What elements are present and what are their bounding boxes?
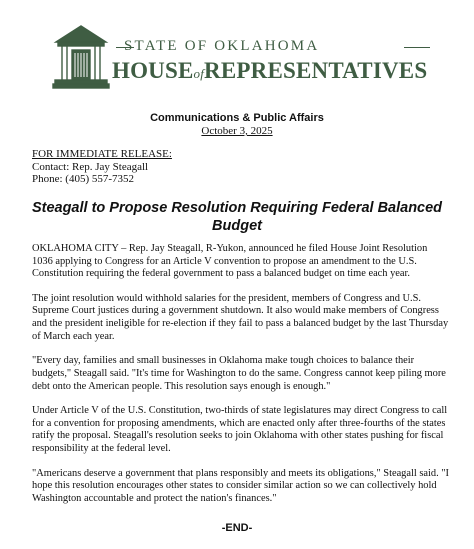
headline: Steagall to Propose Resolution Requiring Federal Balanced Budget: [31, 200, 443, 234]
letterhead-house-suffix: REPRESENTATIVES: [204, 58, 428, 83]
press-release-body: [32, 243, 450, 518]
release-info: [32, 148, 172, 186]
paragraph-3: "Every day, families and small businesses in Oklahoma make tough choices to balance their budgets," Steagall said. "It's time for Washington to do the same. Congress cannot keep piling more debt onto the American people. This resolution says enough is enough.": [32, 355, 446, 392]
letterhead-state-line: STATE OF OKLAHOMA: [124, 38, 320, 54]
letterhead-house-of: of: [193, 66, 205, 81]
phone-line: Phone: (405) 557-7352: [32, 173, 135, 185]
release-date: October 3, 2025: [201, 125, 273, 137]
letterhead: [50, 18, 430, 90]
release-label: FOR IMMEDIATE RELEASE:: [32, 148, 172, 160]
letterhead-house-prefix: HOUSE: [112, 58, 194, 83]
letterhead-rule-right: [404, 47, 430, 48]
paragraph-5: "Americans deserve a government that plans responsibly and meets its obligations," Steagall said. "I hope this resolution encourages other states to consider similar action so we can collectively hold Washington accountable and protect the nation's finances.": [32, 467, 449, 504]
end-marker: -END-: [221, 522, 253, 534]
paragraph-2: The joint resolution would withhold salaries for the president, members of Congress and U.S. Supreme Court justices during a government shutdown. It also would make members of Congress and the president ineligible for re-election if they fail to pass a balanced budget by the last Thursday of March each year.: [32, 292, 449, 342]
paragraph-4: Under Article V of the U.S. Constitution, two-thirds of state legislatures may direct Congress to call for a convention for proposing amendments, which are enacted only after three-fourths of the states ratify the proposal. Steagall's resolution seeks to join Oklahoma with other states pushing for fiscal responsibility at the federal level.: [32, 405, 448, 454]
letterhead-house-name: [112, 58, 442, 84]
paragraph-1: OKLAHOMA CITY – Rep. Jay Steagall, R-Yukon, announced he filed House Joint Resolution 1036 applying to Congress for an Article V convention to propose an amendment to the U.S. Constitution requiring the federal government to pass a balanced budget on time each year.: [32, 243, 428, 280]
contact-line: Contact: Rep. Jay Steagall: [32, 160, 149, 173]
capitol-building-logo-icon: [50, 18, 112, 90]
office-name: Communications & Public Affairs: [150, 112, 324, 124]
